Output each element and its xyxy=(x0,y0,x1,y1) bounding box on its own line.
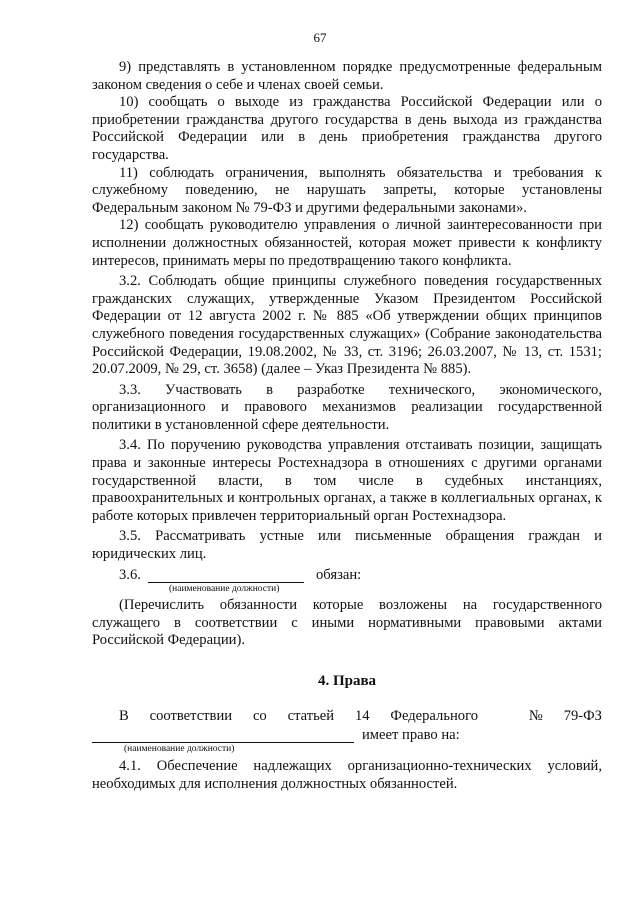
duty-item-10: 10) сообщать о выходе из гражданства Российской Федерации или о приобретении гражданства другого государства в день выхода из гражданства Российской Федерации или в день приобретения гражданства другого государства. xyxy=(92,94,602,163)
intro-word: 79-ФЗ xyxy=(563,708,602,724)
clause-3-5: 3.5. Рассматривать устные или письменные обращения граждан и юридических лиц. xyxy=(92,528,602,563)
position-name-blank xyxy=(148,570,304,583)
intro-word: 14 xyxy=(354,708,370,724)
clause-3-3: 3.3. Участвовать в разработке технического, экономического, организационного и правового механизмов реализации государственной политики в установленной сфере деятельности. xyxy=(92,381,602,433)
intro-word: со xyxy=(252,708,267,724)
page-number: 67 xyxy=(313,30,327,45)
intro-word: соответствии xyxy=(149,708,233,724)
section-4-intro-tail: имеет право на: xyxy=(362,726,460,743)
section-4-position-line xyxy=(92,726,602,754)
clause-4-1: 4.1. Обеспечение надлежащих организационно-технических условий, необходимых для исполнения должностных обязанностей. xyxy=(92,758,602,792)
intro-word: статьей xyxy=(287,708,335,724)
clause-3-6 xyxy=(92,566,602,594)
position-name-caption: (наименование должности) xyxy=(169,583,280,594)
clause-3-4: 3.4. По поручению руководства управления отстаивать позиции, защищать права и законные интересы Ростехнадзора в отношениях с другими органами государственной власти, в том числе в судебных инстанциях, правоохранительных и контрольных органах, а также в коллегиальных органах, к работе которых привлечен территориальный орган Ростехнадзора. xyxy=(92,437,602,524)
clause-3-6-number: 3.6. xyxy=(119,566,141,583)
clause-3-6-tail: обязан: xyxy=(316,566,362,583)
enumerate-duties-note: (Перечислить обязанности которые возложены на государственного служащего в соответствии с иными нормативными правовыми актами Российской Федерации). xyxy=(92,597,602,649)
section-4-heading: 4. Права xyxy=(317,673,377,689)
duty-item-11: 11) соблюдать ограничения, выполнять обязательства и требования к служебному поведению, не нарушать запреты, которые установлены Федеральным законом № 79-ФЗ и другими федеральными законами». xyxy=(92,164,602,216)
section-4-intro-line xyxy=(92,708,602,726)
duty-item-9: 9) представлять в установленном порядке предусмотренные федеральным законом сведения о себе и членах своей семьи. xyxy=(92,59,602,93)
section-4-position-blank xyxy=(92,730,354,743)
intro-word: Федерального xyxy=(390,708,479,724)
intro-word: В xyxy=(119,708,129,724)
intro-word: № xyxy=(528,708,543,724)
section-4-position-caption: (наименование должности) xyxy=(124,743,235,754)
duty-item-12: 12) сообщать руководителю управления о личной заинтересованности при исполнении должностных обязанностей, которая может привести к конфликту интересов, принимать меры по предотвращению такого конфликта. xyxy=(92,217,602,269)
document-body xyxy=(92,59,602,793)
clause-3-2: 3.2. Соблюдать общие принципы служебного поведения государственных гражданских служащих, утвержденные Указом Президентом Российской Федерации от 12 августа 2002 г. № 885 «Об утверждении общих принципов служебного поведения государственных служащих» (Собрание законодательства Российской Федерации, 19.08.2002, № 33, ст. 3196; 26.03.2007, № 13, ст. 1531; 20.07.2009, № 29, ст. 3658) (далее – Указ Президента № 885). xyxy=(92,273,602,378)
